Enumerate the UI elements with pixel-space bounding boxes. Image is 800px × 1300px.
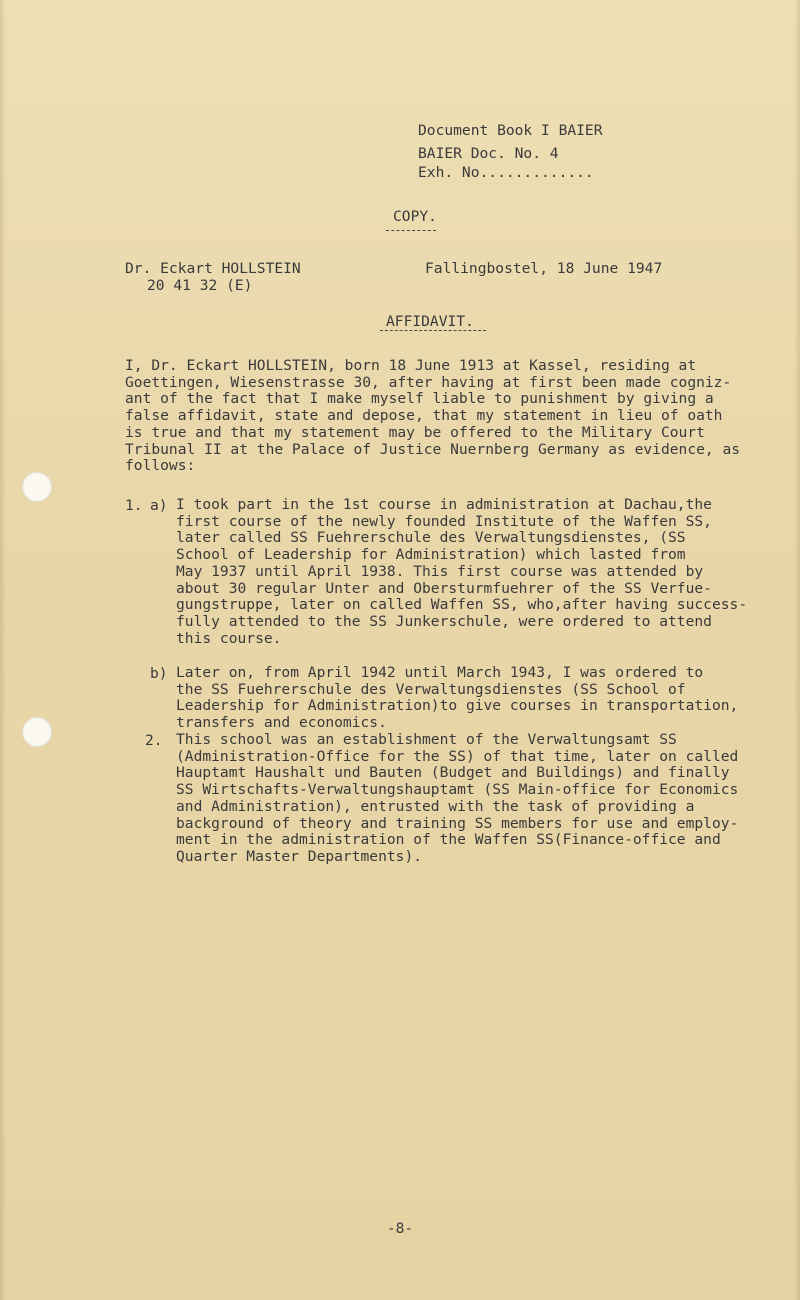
item-line: SS Wirtschafts-Verwaltungshauptamt (SS Main-office for Economics — [176, 781, 739, 799]
item-1a-text — [176, 497, 747, 647]
intro-line: follows: — [125, 457, 196, 475]
item-line: Later on, from April 1942 until March 1943, I was ordered to — [176, 664, 704, 681]
intro-line: is true and that my statement may be offered to the Military Court — [125, 423, 705, 441]
page-edge-right — [794, 0, 800, 1300]
item-2-text — [176, 732, 738, 866]
page-edge-left — [0, 0, 6, 1300]
item-line: (Administration-Office for the SS) of that time, later on called — [176, 747, 739, 765]
item-line: ment in the administration of the Waffen SS(Finance-office and — [176, 831, 721, 849]
item-line: May 1937 until April 1938. This first course was attended by — [176, 562, 704, 580]
deponent-number: 20 41 32 (E) — [147, 277, 253, 294]
place-date: Fallingbostel, 18 June 1947 — [425, 260, 663, 277]
intro-line: false affidavit, state and depose, that my statement in lieu of oath — [125, 407, 723, 425]
item-line: I took part in the 1st course in administration at Dachau,the — [176, 496, 712, 513]
intro-paragraph — [125, 357, 741, 475]
page-number: -8- — [386, 1220, 414, 1237]
deponent-name: Dr. Eckart HOLLSTEIN — [125, 260, 301, 277]
item-line: about 30 regular Unter and Obersturmfuehrer of the SS Verfue- — [176, 579, 712, 597]
punch-hole-bottom — [22, 717, 52, 747]
copy-underline — [386, 230, 436, 231]
item-line: this course. — [176, 629, 282, 647]
punch-hole-top — [22, 472, 52, 502]
item-line: Quarter Master Departments). — [176, 847, 423, 865]
item-line: transfers and economics. — [176, 714, 387, 732]
item-line: and Administration), entrusted with the task of providing a — [176, 797, 695, 815]
affidavit-title: AFFIDAVIT. — [386, 313, 474, 330]
intro-line: Goettingen, Wiesenstrasse 30, after having at first been made cogniz- — [125, 373, 732, 391]
item-line: later called SS Fuehrerschule des Verwaltungsdienstes, (SS — [176, 529, 686, 547]
item-line: This school was an establishment of the Verwaltungsamt SS — [176, 731, 677, 748]
item-1b-letter: b) — [150, 665, 168, 682]
item-1-number: 1. — [125, 497, 143, 514]
item-line: first course of the newly founded Institute of the Waffen SS, — [176, 512, 712, 530]
item-line: Hauptamt Haushalt und Bauten (Budget and Buildings) and finally — [176, 764, 730, 782]
copy-label: COPY. — [393, 208, 437, 225]
item-line: gungstruppe, later on called Waffen SS, who,after having success- — [176, 596, 748, 614]
doc-book-line: Document Book I BAIER — [418, 122, 603, 139]
title-underline — [380, 330, 486, 331]
intro-line: Tribunal II at the Palace of Justice Nuernberg Germany as evidence, as — [125, 440, 741, 458]
intro-line: ant of the fact that I make myself liable to punishment by giving a — [125, 390, 714, 408]
item-1a-letter: a) — [150, 497, 168, 514]
exhibit-number-line: Exh. No............. — [418, 164, 594, 181]
doc-number-line: BAIER Doc. No. 4 — [418, 145, 559, 162]
item-line: Leadership for Administration)to give courses in transportation, — [176, 697, 739, 715]
item-line: the SS Fuehrerschule des Verwaltungsdienstes (SS School of — [176, 680, 686, 698]
intro-line: I, Dr. Eckart HOLLSTEIN, born 18 June 1913 at Kassel, residing at — [125, 357, 697, 374]
item-line: fully attended to the SS Junkerschule, were ordered to attend — [176, 612, 712, 630]
item-line: background of theory and training SS members for use and employ- — [176, 814, 739, 832]
item-line: School of Leadership for Administration) which lasted from — [176, 546, 686, 564]
item-2-number: 2. — [145, 732, 163, 749]
item-1b-text — [176, 665, 738, 732]
